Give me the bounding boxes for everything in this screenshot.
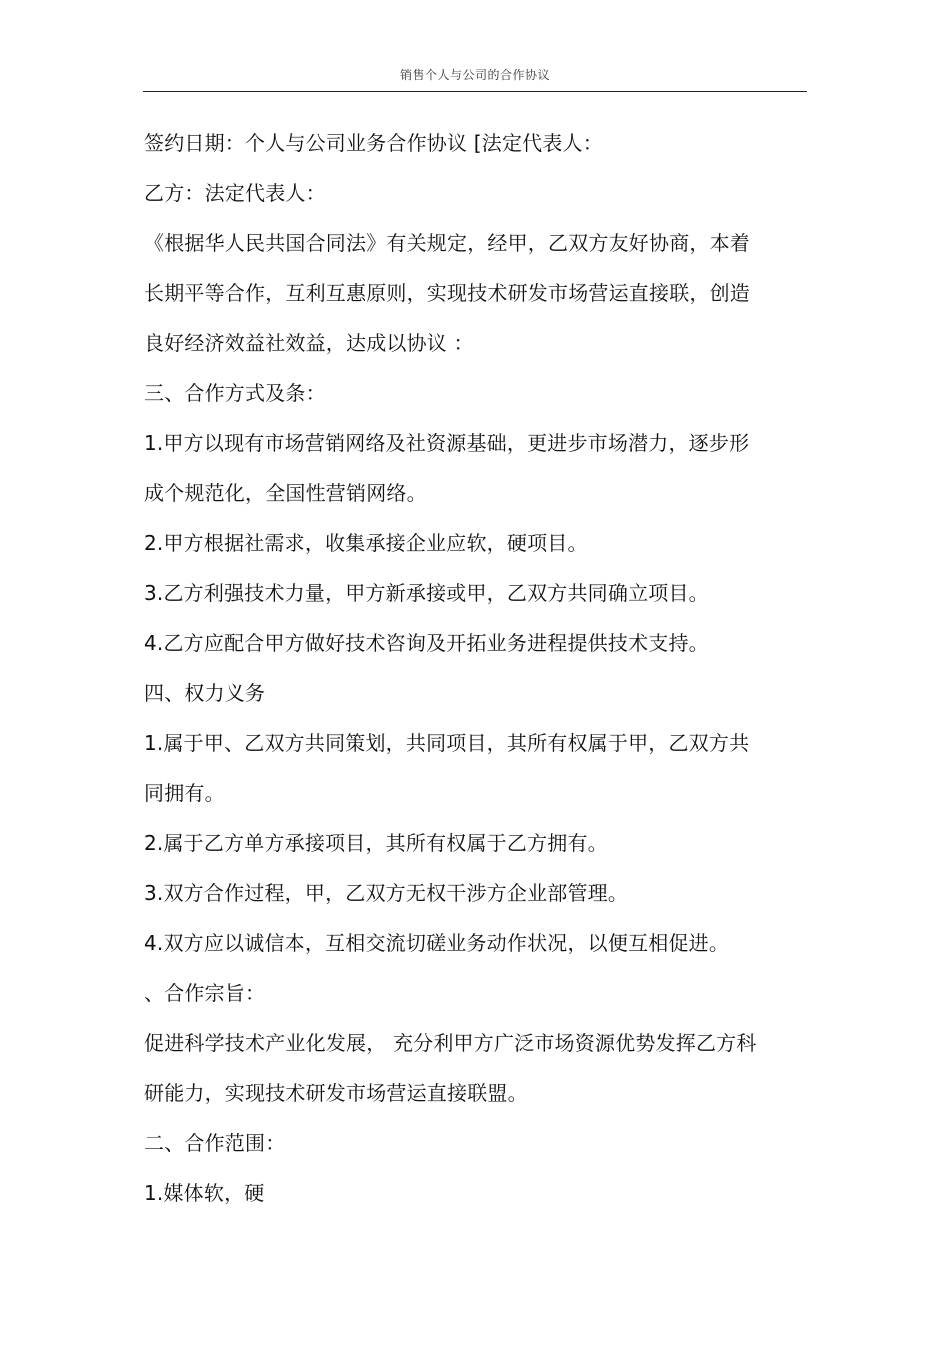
section-heading: 、合作宗旨：: [144, 981, 266, 1005]
text-line: 《根据华人民共国合同法》有关规定，经甲，乙双方友好协商，本着: [144, 231, 750, 255]
text-line: 1.属于甲、乙双方共同策划，共同项目，其所有权属于甲，乙双方共: [144, 731, 750, 755]
text-line: 4.乙方应配合甲方做好技术咨询及开拓业务进程提供技术支持。: [144, 631, 709, 655]
text-line: 3.双方合作过程，甲，乙双方无权干涉方企业部管理。: [144, 881, 629, 905]
section-heading: 三、合作方式及条：: [144, 381, 326, 405]
text-line: 良好经济效益社效益，达成以协议 ：: [144, 331, 474, 355]
text-line: 同拥有。: [144, 781, 225, 805]
text-line: 1.媒体软，硬: [144, 1181, 265, 1205]
page-header-title: 销售个人与公司的合作协议: [399, 68, 550, 82]
text-line: 4.双方应以诚信本，互相交流切磋业务动作状况，以便互相促进。: [144, 931, 730, 955]
text-line: 长期平等合作，互利互惠原则，实现技术研发市场营运直接联，创造: [144, 281, 750, 305]
document-body: [144, 118, 794, 1218]
section-heading: 四、权力义务: [144, 681, 266, 705]
section-heading: 二、合作范围：: [144, 1131, 286, 1155]
text-line: 促进科学技术产业化发展， 充分利甲方广泛市场资源优势发挥乙方科: [144, 1031, 757, 1055]
text-line: 研能力，实现技术研发市场营运直接联盟。: [144, 1081, 528, 1105]
text-line: 签约日期：个人与公司业务合作协议 [法定代表人：: [144, 131, 603, 155]
text-line: 成个规范化，全国性营销网络。: [144, 481, 427, 505]
text-line: 3.乙方利强技术力量，甲方新承接或甲，乙双方共同确立项目。: [144, 581, 709, 605]
text-line: 2.属于乙方单方承接项目，其所有权属于乙方拥有。: [144, 831, 608, 855]
text-line: 1.甲方以现有市场营销网络及社资源基础，更进步市场潜力，逐步形: [144, 431, 750, 455]
text-line: 乙方：法定代表人：: [144, 181, 326, 205]
text-line: 2.甲方根据社需求，收集承接企业应软，硬项目。: [144, 531, 588, 555]
header-divider: [143, 91, 807, 92]
